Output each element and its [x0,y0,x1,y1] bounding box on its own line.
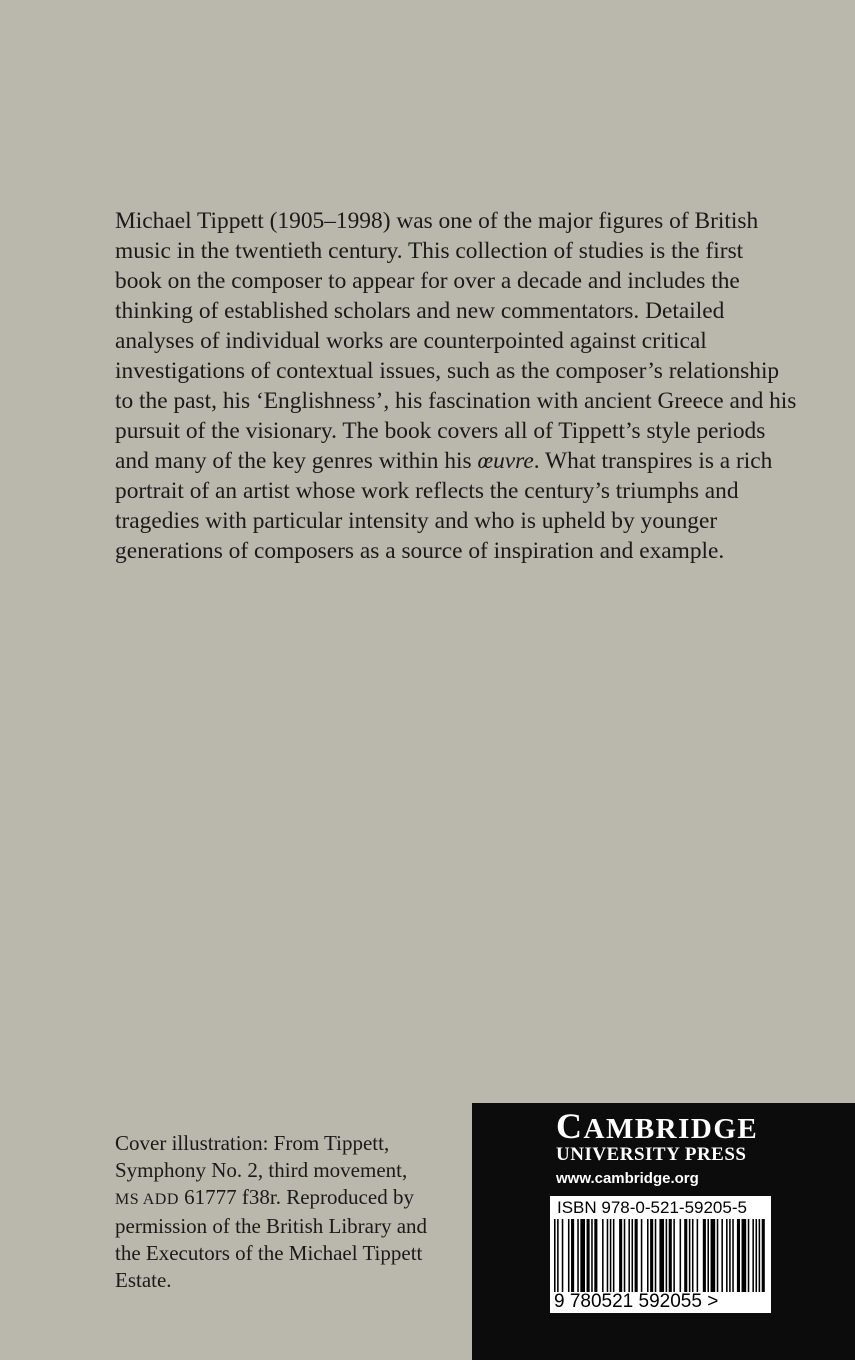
cover-illustration-credit [115,1130,460,1294]
oeuvre-italic: œuvre [477,448,534,474]
barcode-bar [607,1219,609,1294]
barcode-bar [632,1219,634,1294]
description-line: Michael Tippett (1905–1998) was one of the major figures of British [115,208,759,234]
barcode-bar [562,1219,564,1294]
description-line: portrait of an artist whose work reflects the century’s triumphs and [115,478,739,504]
barcode-bar [557,1219,559,1294]
ean-digits: 9 780521 592055 > [554,1292,769,1312]
barcode-bar [711,1219,716,1294]
credit-line: the Executors of the Michael Tippett [115,1241,423,1265]
credit-line [115,1184,460,1213]
isbn-number: ISBN 978-0-521-59205-5 [557,1198,747,1217]
book-description [115,206,830,566]
barcode-bar [748,1219,750,1294]
barcode-bar [684,1219,687,1294]
publisher-logo [556,1106,759,1146]
barcode-bar [673,1219,675,1294]
barcode-bar [759,1219,761,1294]
credit-line: Symphony No. 2, third movement, [115,1158,408,1182]
barcode-bar [666,1219,668,1294]
barcode-bar [659,1219,664,1294]
description-line: thinking of established scholars and new commentators. Detailed [115,298,725,324]
isbn-barcode [550,1196,771,1313]
barcode-bar [726,1219,728,1294]
publisher-subtitle: UNIVERSITY PRESS [556,1144,747,1165]
barcode-bar [762,1219,765,1294]
description-text: and many of the key genres within his [115,448,478,474]
barcode-bar [647,1219,649,1294]
barcode-bar [655,1219,657,1294]
description-line: investigations of contextual issues, such as the composer’s relationship [115,358,780,384]
barcode-bar [717,1219,719,1294]
description-line [115,446,830,476]
barcode-bar [721,1219,723,1294]
barcode-bar [610,1219,612,1294]
barcode-bar [624,1219,626,1294]
barcode-bar [591,1219,593,1294]
description-line: generations of composers as a source of inspiration and example. [115,538,725,564]
barcode-bar [756,1219,758,1294]
barcode-bar [594,1219,597,1294]
barcode-bar [692,1219,694,1294]
logo-initial: C [556,1106,584,1146]
barcode-bar [752,1219,754,1294]
manuscript-ref: MS ADD [115,1191,179,1208]
barcode-bar [628,1219,630,1294]
publisher-website: www.cambridge.org [556,1170,699,1187]
description-line: to the past, his ‘Englishness’, his fascination with ancient Greece and his [115,388,797,414]
barcode-bar [729,1219,731,1294]
barcode-bar [641,1219,643,1294]
barcode-bar [571,1219,574,1294]
description-line: book on the composer to appear for over a decade and includes the [115,268,740,294]
barcode-bar [737,1219,740,1294]
description-text: . What transpires is a rich [533,448,773,474]
barcode-bar [568,1219,570,1294]
barcode-bar [587,1219,590,1294]
barcode-bar [554,1219,556,1294]
credit-text: 61777 f38r. Reproduced by [178,1185,414,1209]
barcode-bar [742,1219,747,1294]
barcode-bar [650,1219,653,1294]
barcode-bar [635,1219,638,1294]
barcode-bar [689,1219,691,1294]
logo-rest: AMBRIDGE [583,1113,759,1145]
barcode-bar [613,1219,615,1294]
barcode-bar [732,1219,734,1294]
barcode-bar [580,1219,585,1294]
barcode-bar [602,1219,604,1294]
credit-line: Cover illustration: From Tippett, [115,1131,390,1155]
credit-line: Estate. [115,1268,172,1292]
barcode-bar [577,1219,579,1294]
description-line: pursuit of the visionary. The book covers all of Tippett’s style periods [115,418,766,444]
description-line: tragedies with particular intensity and who is upheld by younger [115,508,718,534]
credit-line: permission of the British Library and [115,1214,428,1238]
barcode-bar [680,1219,682,1294]
barcode-bar [707,1219,709,1294]
barcode-bar [669,1219,672,1294]
barcode-bars-graphic [554,1219,767,1294]
barcode-bar [703,1219,706,1294]
barcode-bar [619,1219,622,1294]
barcode-bar [697,1219,699,1294]
description-line: analyses of individual works are counterpointed against critical [115,328,707,354]
publisher-panel [472,1103,855,1360]
description-line: music in the twentieth century. This collection of studies is the first [115,238,744,264]
